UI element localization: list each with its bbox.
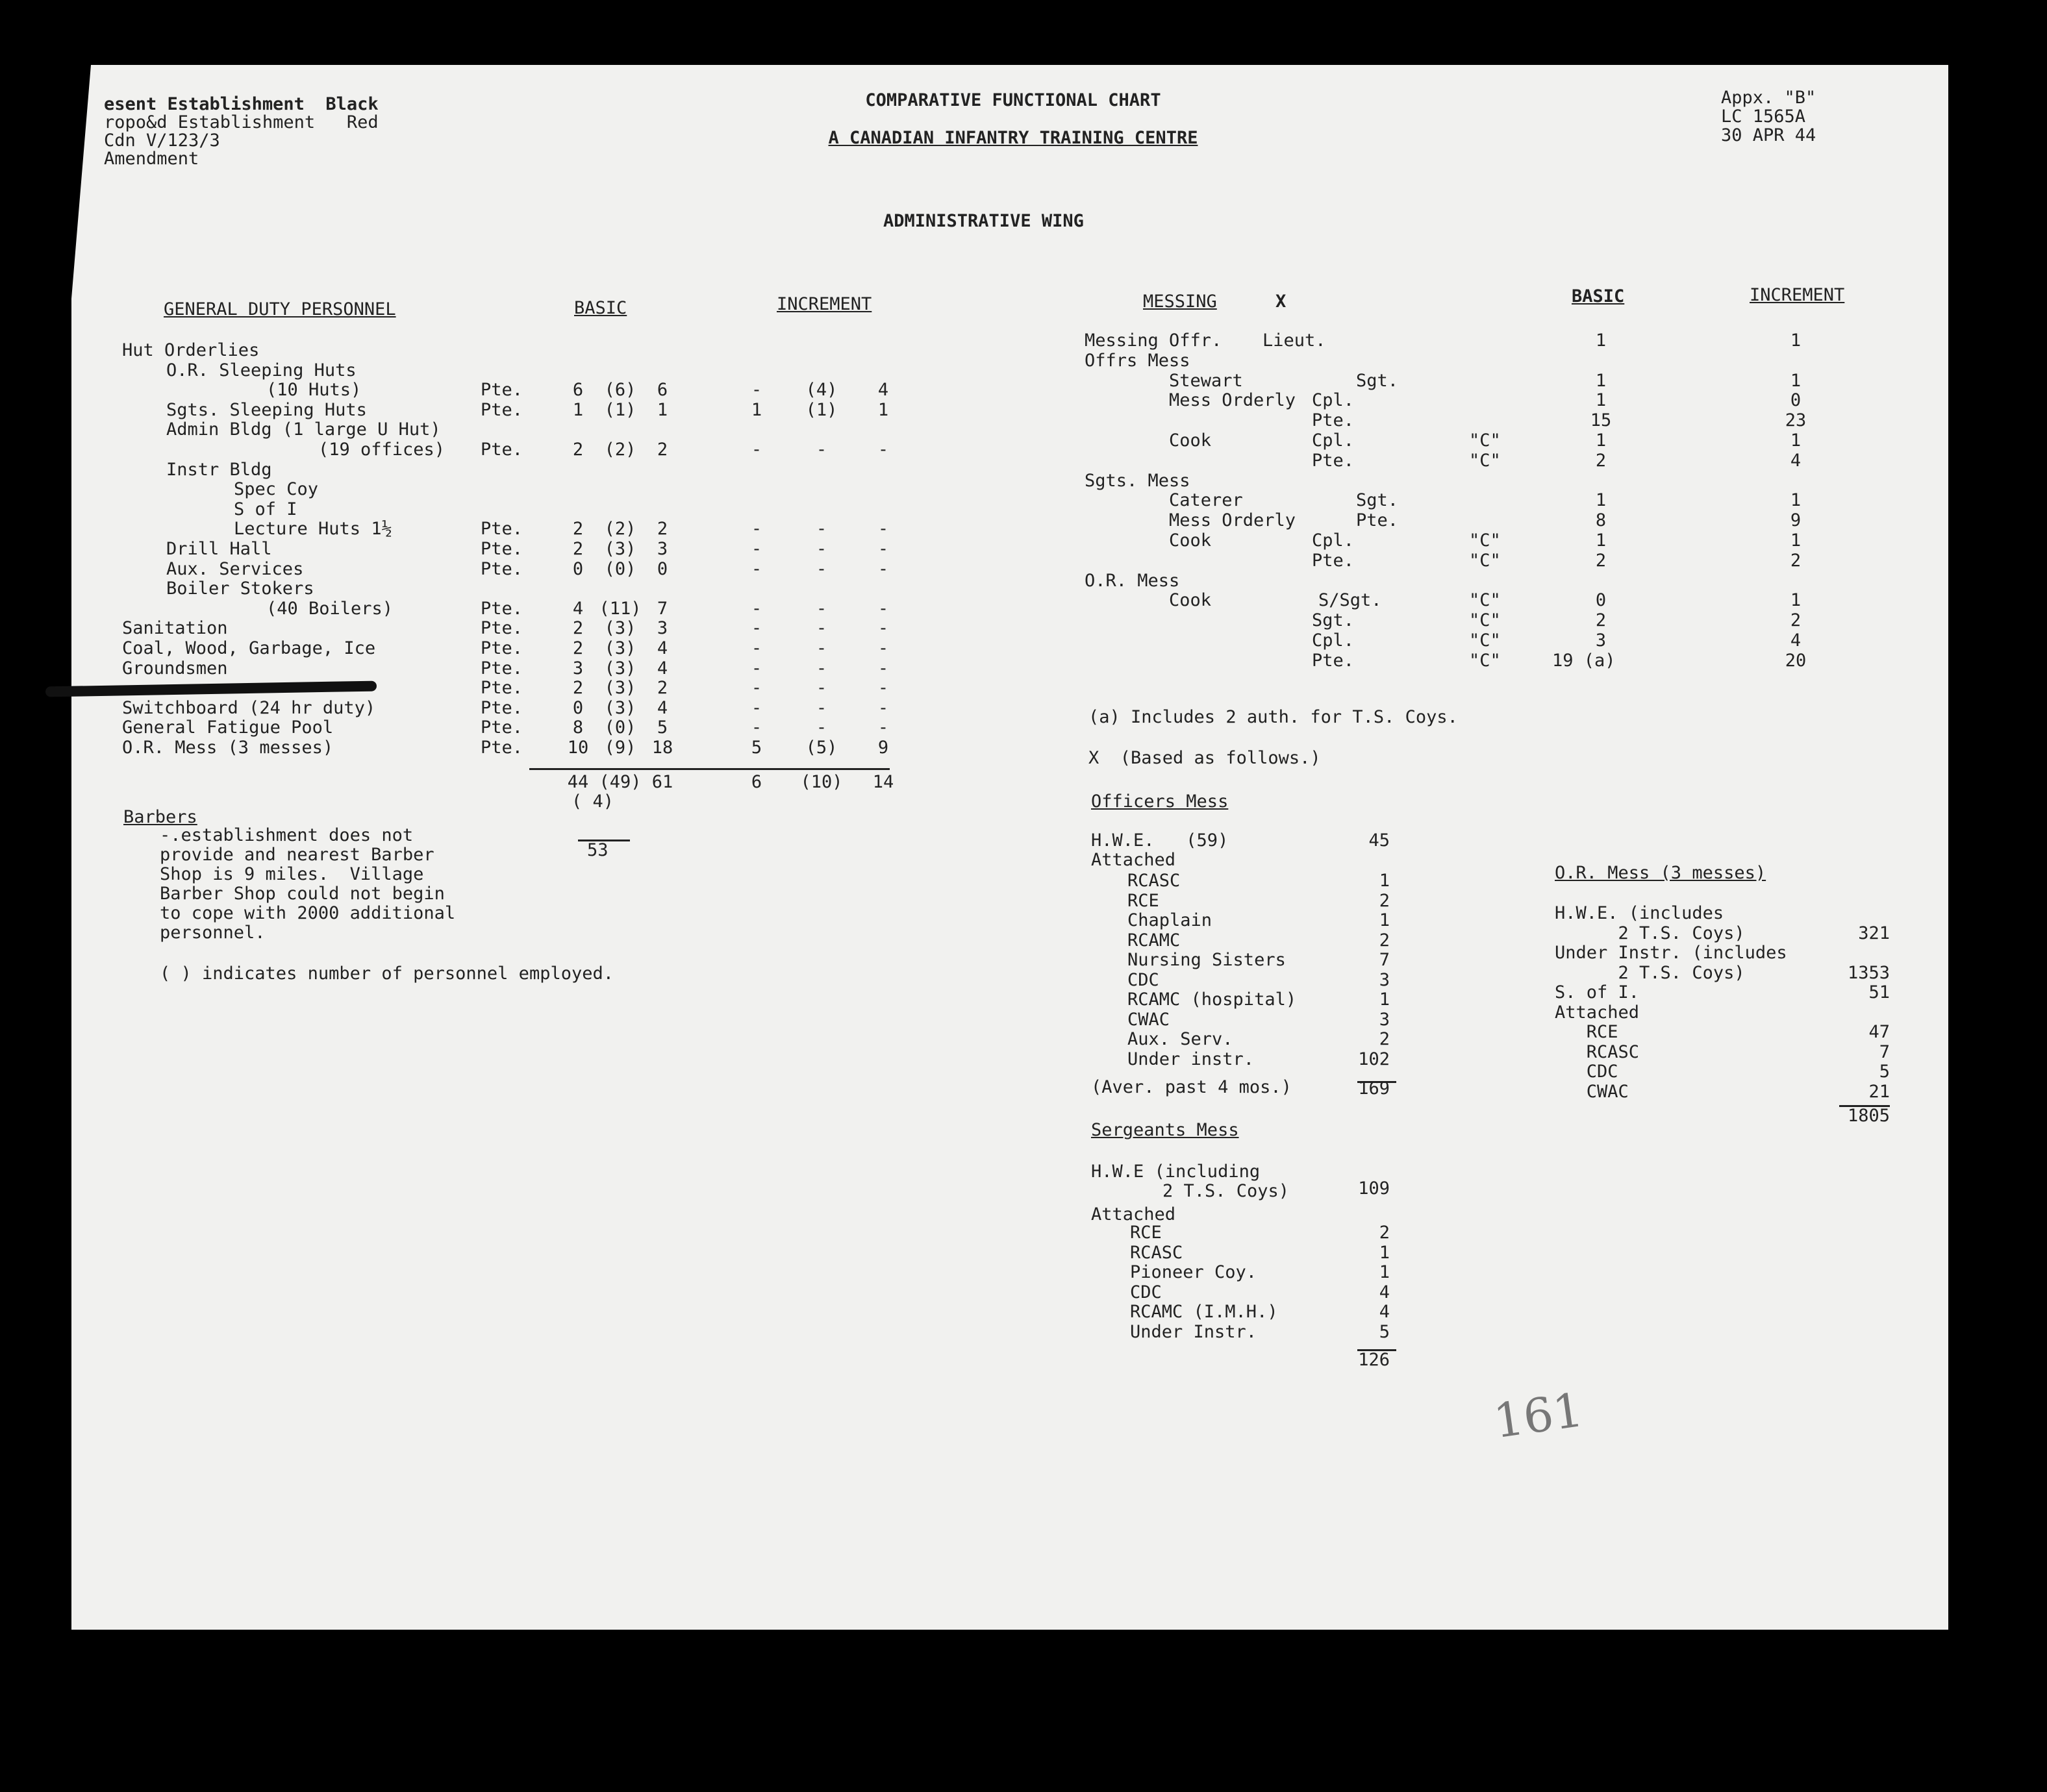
messing-basic-value: 0 [1595, 590, 1607, 610]
gdp-value-i1: 5 [751, 738, 762, 758]
gdp-value-i3: - [877, 698, 889, 718]
gdp-value-i2: - [816, 698, 827, 718]
messing-basic-value: 2 [1595, 610, 1607, 630]
gdp-subtotal-extra: ( 4) [571, 791, 614, 812]
gdp-value-b3: 2 [657, 519, 668, 539]
or-mess-row-label: Attached [1555, 1002, 1640, 1023]
messing-row-label: O.R. Mess [1085, 571, 1180, 591]
sergeants-mess-total: 126 [1358, 1350, 1390, 1370]
gdp-value-b2: (9) [604, 738, 636, 758]
gdp-row-label: Instr Bldg [166, 460, 272, 480]
gdp-row-label: Coal, Wood, Garbage, Ice [122, 638, 376, 658]
gdp-value-b2: (6) [604, 380, 636, 400]
gdp-value-i1: - [751, 380, 762, 400]
messing-basic-value: 2 [1595, 551, 1607, 571]
appendix-ref-line: LC 1565A [1721, 106, 1806, 127]
officers-mess-item-label: RCAMC (hospital) [1127, 989, 1297, 1010]
page-corner-shadow [71, 65, 91, 299]
gdp-value-i1: - [751, 599, 762, 619]
or-mess-row-label: RCASC [1555, 1041, 1640, 1062]
barbers-note-line: personnel. [160, 923, 266, 943]
officers-mess-item-value: 2 [1379, 890, 1390, 911]
gdp-value-b3: 4 [657, 638, 668, 658]
gdp-row-label: (10 Huts) [266, 380, 362, 400]
messing-row-rank: Cpl. [1312, 430, 1355, 451]
gdp-rank: Pte. [481, 618, 523, 638]
messing-increment-value: 9 [1790, 510, 1802, 530]
or-mess-row-label: 2 T.S. Coys) [1555, 923, 1745, 943]
or-mess-row-value: 5 [1879, 1062, 1890, 1082]
barbers-title: Barbers [123, 807, 197, 827]
chart-subtitle: A CANADIAN INFANTRY TRAINING CENTRE [828, 128, 1198, 148]
officers-mess-total: 169 [1358, 1078, 1390, 1099]
gdp-value-i3: - [877, 559, 889, 579]
gdp-value-i1: - [751, 618, 762, 638]
gdp-value-i1: - [751, 717, 762, 738]
gdp-rank: Pte. [481, 519, 523, 539]
officers-mess-item-value: 2 [1379, 1029, 1390, 1049]
gdp-row-label: Drill Hall [166, 539, 272, 559]
gdp-rank: Pte. [481, 440, 523, 460]
messing-row-label: Offrs Mess [1085, 351, 1190, 371]
or-mess-row-label: Under Instr. (includes [1555, 943, 1787, 963]
officers-mess-item-label: Under instr. [1127, 1049, 1255, 1069]
gdp-rank: Pte. [481, 638, 523, 658]
gdp-value-b3: 4 [657, 658, 668, 678]
or-mess-row-label: CDC [1555, 1062, 1618, 1082]
sergeants-mess-hwe-value: 109 [1358, 1178, 1390, 1199]
chart-title: COMPARATIVE FUNCTIONAL CHART [865, 90, 1161, 110]
sergeants-mess-item-label: RCAMC (I.M.H.) [1130, 1302, 1278, 1322]
messing-increment-value: 2 [1790, 551, 1802, 571]
sergeants-mess-title: Sergeants Mess [1091, 1120, 1239, 1140]
gdp-value-b2: (3) [604, 638, 636, 658]
messing-increment-value: 4 [1790, 451, 1802, 471]
gdp-value-i1: - [751, 519, 762, 539]
gdp-value-b2: (3) [604, 539, 636, 559]
gdp-value-i1: - [751, 678, 762, 698]
gdp-value-i2: - [816, 519, 827, 539]
gdp-row-label: Lecture Huts 1½ [234, 519, 392, 539]
gdp-row-label: Sgts. Sleeping Huts [166, 400, 367, 420]
barbers-note-line: provide and nearest Barber [160, 845, 434, 865]
officers-mess-item-label: CDC [1127, 969, 1159, 990]
or-mess-total: 1805 [1847, 1106, 1890, 1126]
officers-mess-title: Officers Mess [1091, 791, 1229, 812]
gdp-value-b1: 2 [572, 440, 584, 460]
sergeants-mess-item-label: RCASC [1130, 1242, 1183, 1263]
messing-row-rank: S/Sgt. [1318, 590, 1382, 610]
gdp-value-i2: (1) [805, 400, 838, 420]
officers-mess-item-value: 2 [1379, 930, 1390, 951]
gdp-value-i2: - [816, 599, 827, 619]
officers-mess-item-value: 102 [1358, 1049, 1390, 1069]
gdp-value-i2: - [816, 559, 827, 579]
gdp-value-b1: 8 [572, 717, 584, 738]
gdp-row-label: Switchboard (24 hr duty) [122, 698, 376, 718]
officers-mess-hwe: H.W.E. (59) [1091, 830, 1229, 851]
gdp-rank: Pte. [481, 559, 523, 579]
messing-basic-value: 19 (a) [1552, 651, 1616, 671]
header-left-line: ropo&d Establishment Red [104, 112, 379, 132]
gdp-value-b1: 6 [572, 380, 584, 400]
gdp-row-label: Boiler Stokers [166, 579, 314, 599]
gdp-rank: Pte. [481, 400, 523, 420]
gdp-value-i3: - [877, 638, 889, 658]
gdp-value-i3: - [877, 678, 889, 698]
messing-increment-value: 1 [1790, 430, 1802, 451]
messing-row-rank: Sgt. [1312, 610, 1355, 630]
gdp-rank: Pte. [481, 698, 523, 718]
messing-increment-heading: INCREMENT [1750, 285, 1845, 305]
gdp-value-i1: - [751, 638, 762, 658]
gdp-total-i1: 6 [751, 772, 762, 792]
messing-row-rank: Pte. [1312, 551, 1355, 571]
messing-row-role: Mess Orderly [1169, 510, 1296, 530]
gdp-value-b3: 5 [657, 717, 668, 738]
officers-mess-item-label: Aux. Serv. [1127, 1029, 1233, 1049]
messing-basic-value: 15 [1590, 410, 1612, 430]
gdp-value-b2: (3) [604, 658, 636, 678]
messing-row-rank: Cpl. [1312, 530, 1355, 551]
sergeants-mess-item-value: 4 [1379, 1302, 1390, 1322]
gdp-value-b2: (3) [604, 618, 636, 638]
gdp-value-b1: 3 [572, 658, 584, 678]
or-mess-title: O.R. Mess (3 messes) [1555, 863, 1766, 883]
messing-row-trade-group: "C" [1469, 530, 1501, 551]
gdp-value-i3: - [877, 440, 889, 460]
messing-basic-value: 1 [1595, 490, 1607, 510]
gdp-value-b1: 10 [567, 738, 589, 758]
gdp-rank: Pte. [481, 658, 523, 678]
gdp-value-b3: 2 [657, 440, 668, 460]
gdp-value-b3: 6 [657, 380, 668, 400]
header-left-line: Amendment [104, 149, 199, 169]
messing-increment-value: 0 [1790, 390, 1802, 410]
barbers-note-line: to cope with 2000 additional [160, 903, 456, 923]
gdp-value-i2: - [816, 717, 827, 738]
gdp-subtotal: 53 [587, 840, 609, 860]
sergeants-mess-hwe-line1: H.W.E (including [1091, 1162, 1261, 1182]
messing-increment-value: 1 [1790, 490, 1802, 510]
gdp-increment-heading: INCREMENT [777, 294, 872, 314]
sergeants-mess-item-value: 5 [1379, 1321, 1390, 1342]
gdp-value-b2: (0) [604, 717, 636, 738]
messing-row-trade-group: "C" [1469, 451, 1501, 471]
gdp-rank: Pte. [481, 380, 523, 400]
or-mess-row-label: CWAC [1555, 1081, 1629, 1102]
handwritten-page-number: 161 [1490, 1382, 1587, 1449]
gdp-row-label: O.R. Mess (3 messes) [122, 738, 334, 758]
messing-note-x: X (Based as follows.) [1088, 748, 1321, 768]
gdp-value-b3: 3 [657, 618, 668, 638]
gdp-value-b1: 2 [572, 519, 584, 539]
messing-row-trade-group: "C" [1469, 651, 1501, 671]
gdp-total-b3: 61 [651, 772, 673, 792]
messing-basic-value: 2 [1595, 451, 1607, 471]
gdp-value-b1: 2 [572, 618, 584, 638]
messing-basic-value: 8 [1595, 510, 1607, 530]
gdp-row-label: Aux. Services [166, 559, 304, 579]
messing-row-trade-group: "C" [1469, 551, 1501, 571]
gdp-basic-heading: BASIC [574, 298, 627, 318]
gdp-value-b3: 2 [657, 678, 668, 698]
gdp-value-b2: (2) [604, 440, 636, 460]
officers-mess-item-value: 1 [1379, 910, 1390, 930]
sergeants-mess-attached: Attached [1091, 1204, 1176, 1225]
or-mess-row-value: 21 [1868, 1081, 1890, 1102]
messing-row-role: Caterer [1169, 490, 1243, 510]
section-title: ADMINISTRATIVE WING [883, 211, 1084, 231]
gdp-value-i1: 1 [751, 400, 762, 420]
gdp-row-label: Hut Orderlies [122, 340, 260, 360]
messing-row-rank: Sgt. [1356, 490, 1399, 510]
gdp-row-label: O.R. Sleeping Huts [166, 360, 357, 380]
officers-mess-item-label: RCE [1127, 890, 1159, 911]
header-left-line: esent Establishment Black [104, 94, 379, 114]
messing-increment-value: 2 [1790, 610, 1802, 630]
gdp-value-i2: - [816, 678, 827, 698]
gdp-value-i1: - [751, 539, 762, 559]
messing-note-a: (a) Includes 2 auth. for T.S. Coys. [1088, 707, 1458, 727]
sergeants-mess-item-label: CDC [1130, 1282, 1162, 1302]
messing-basic-value: 3 [1595, 630, 1607, 651]
messing-row-rank: Pte. [1356, 510, 1399, 530]
officers-mess-hwe-value: 45 [1368, 830, 1390, 851]
messing-row-rank: Pte. [1312, 651, 1355, 671]
gdp-total-b2: (49) [599, 772, 642, 792]
gdp-value-b2: (0) [604, 559, 636, 579]
sergeants-mess-item-value: 1 [1379, 1262, 1390, 1282]
sergeants-mess-item-label: RCE [1130, 1223, 1162, 1243]
gdp-row-label: S of I [234, 499, 297, 519]
messing-row-label: Messing Offr. [1085, 330, 1222, 351]
gdp-value-i3: - [877, 519, 889, 539]
gdp-total-b1: 44 [567, 772, 589, 792]
or-mess-row-label: S. of I. [1555, 982, 1640, 1002]
or-mess-row-value: 321 [1858, 923, 1890, 943]
gdp-value-i3: - [877, 618, 889, 638]
barbers-note-line: -.establishment does not [160, 825, 414, 845]
gdp-value-i1: - [751, 698, 762, 718]
messing-row-role: Cook [1169, 590, 1212, 610]
messing-row-rank: Pte. [1312, 451, 1355, 471]
sergeants-mess-item-value: 4 [1379, 1282, 1390, 1302]
gdp-value-i3: 1 [877, 400, 889, 420]
officers-mess-item-label: CWAC [1127, 1009, 1170, 1030]
gdp-rank: Pte. [481, 678, 523, 698]
messing-basic-value: 1 [1595, 390, 1607, 410]
gdp-heading: GENERAL DUTY PERSONNEL [164, 299, 396, 319]
gdp-value-b1: 0 [572, 698, 584, 718]
messing-row-trade-group: "C" [1469, 430, 1501, 451]
messing-increment-value: 1 [1790, 330, 1802, 351]
gdp-row-label: Groundsmen [122, 658, 228, 678]
messing-row-rank: Cpl. [1312, 390, 1355, 410]
or-mess-row-label: RCE [1555, 1022, 1618, 1042]
messing-basic-value: 1 [1595, 430, 1607, 451]
messing-increment-value: 4 [1790, 630, 1802, 651]
officers-mess-item-label: Nursing Sisters [1127, 950, 1286, 970]
gdp-value-i2: - [816, 638, 827, 658]
gdp-rank: Pte. [481, 599, 523, 619]
gdp-rank: Pte. [481, 717, 523, 738]
messing-row-rank: Pte. [1312, 410, 1355, 430]
gdp-value-i1: - [751, 440, 762, 460]
sergeants-mess-item-value: 1 [1379, 1242, 1390, 1263]
gdp-value-i3: - [877, 658, 889, 678]
messing-x-marker: X [1275, 292, 1287, 312]
or-mess-row-value: 7 [1879, 1041, 1890, 1062]
gdp-value-b1: 1 [572, 400, 584, 420]
messing-row-role: Cook [1169, 430, 1212, 451]
gdp-value-i3: 9 [877, 738, 889, 758]
or-mess-row-value: 1353 [1847, 962, 1890, 983]
gdp-value-b2: (11) [599, 599, 642, 619]
gdp-value-b1: 2 [572, 638, 584, 658]
officers-mess-item-value: 1 [1379, 989, 1390, 1010]
gdp-value-b2: (3) [604, 678, 636, 698]
officers-mess-item-value: 3 [1379, 1009, 1390, 1030]
gdp-value-b3: 3 [657, 539, 668, 559]
gdp-value-i2: - [816, 539, 827, 559]
gdp-value-b1: 2 [572, 678, 584, 698]
gdp-value-i2: (5) [805, 738, 838, 758]
gdp-value-b2: (1) [604, 400, 636, 420]
messing-row-role: Mess Orderly [1169, 390, 1296, 410]
messing-increment-value: 1 [1790, 530, 1802, 551]
gdp-value-i3: - [877, 539, 889, 559]
messing-row-role: Lieut. [1262, 330, 1326, 351]
legend-note: ( ) indicates number of personnel employed. [160, 964, 614, 984]
gdp-value-i1: - [751, 559, 762, 579]
gdp-value-b1: 0 [572, 559, 584, 579]
gdp-value-b2: (3) [604, 698, 636, 718]
officers-mess-item-value: 3 [1379, 969, 1390, 990]
messing-basic-value: 1 [1595, 330, 1607, 351]
or-mess-row-value: 51 [1868, 982, 1890, 1002]
messing-row-role: Cook [1169, 530, 1212, 551]
gdp-value-i1: - [751, 658, 762, 678]
gdp-rank: Pte. [481, 539, 523, 559]
gdp-row-label: Admin Bldg (1 large U Hut) [166, 419, 441, 440]
messing-basic-value: 1 [1595, 530, 1607, 551]
messing-basic-heading: BASIC [1572, 286, 1625, 306]
gdp-value-b3: 1 [657, 400, 668, 420]
gdp-total-i3: 14 [872, 772, 894, 792]
messing-heading: MESSING [1143, 292, 1217, 312]
gdp-row-label: (40 Boilers) [266, 599, 394, 619]
appendix-ref-line: Appx. "B" [1721, 88, 1816, 108]
gdp-row-label: Sanitation [122, 618, 228, 638]
gdp-total-i2: (10) [800, 772, 843, 792]
officers-mess-attached: Attached [1091, 850, 1176, 870]
officers-mess-item-label: Chaplain [1127, 910, 1212, 930]
gdp-value-i3: - [877, 717, 889, 738]
barbers-note-line: Shop is 9 miles. Village [160, 864, 424, 884]
messing-increment-value: 1 [1790, 590, 1802, 610]
officers-mess-item-label: RCASC [1127, 871, 1181, 891]
messing-increment-value: 23 [1785, 410, 1807, 430]
messing-row-label: Sgts. Mess [1085, 471, 1190, 491]
messing-increment-value: 20 [1785, 651, 1807, 671]
gdp-value-i2: - [816, 440, 827, 460]
gdp-row-label: General Fatigue Pool [122, 717, 334, 738]
messing-increment-value: 1 [1790, 371, 1802, 391]
gdp-value-b3: 7 [657, 599, 668, 619]
appendix-ref-line: 30 APR 44 [1721, 125, 1816, 145]
messing-row-rank: Cpl. [1312, 630, 1355, 651]
header-left-line: Cdn V/123/3 [104, 131, 220, 151]
gdp-value-i2: - [816, 618, 827, 638]
or-mess-row-label: H.W.E. (includes [1555, 903, 1724, 923]
gdp-row-label: Spec Coy [234, 479, 319, 499]
gdp-total-rule [529, 768, 890, 770]
sergeants-mess-hwe-line2: 2 T.S. Coys) [1162, 1181, 1290, 1201]
gdp-value-b3: 18 [651, 738, 673, 758]
sergeants-mess-item-label: Under Instr. [1130, 1321, 1257, 1342]
officers-mess-item-label: RCAMC [1127, 930, 1181, 951]
gdp-value-i2: (4) [805, 380, 838, 400]
gdp-value-b3: 4 [657, 698, 668, 718]
officers-mess-average-label: (Aver. past 4 mos.) [1091, 1077, 1292, 1097]
gdp-value-i3: - [877, 599, 889, 619]
messing-basic-value: 1 [1595, 371, 1607, 391]
gdp-value-i3: 4 [877, 380, 889, 400]
officers-mess-item-value: 7 [1379, 950, 1390, 970]
messing-row-role: Stewart [1169, 371, 1243, 391]
or-mess-row-label: 2 T.S. Coys) [1555, 962, 1745, 983]
gdp-value-b3: 0 [657, 559, 668, 579]
gdp-value-b2: (2) [604, 519, 636, 539]
messing-row-trade-group: "C" [1469, 630, 1501, 651]
messing-row-trade-group: "C" [1469, 590, 1501, 610]
messing-row-rank: Sgt. [1356, 371, 1399, 391]
gdp-value-i2: - [816, 658, 827, 678]
messing-row-trade-group: "C" [1469, 610, 1501, 630]
officers-mess-item-value: 1 [1379, 871, 1390, 891]
sergeants-mess-item-label: Pioneer Coy. [1130, 1262, 1257, 1282]
barbers-note-line: Barber Shop could not begin [160, 884, 445, 904]
gdp-value-b1: 2 [572, 539, 584, 559]
gdp-value-b1: 4 [572, 599, 584, 619]
gdp-rank: Pte. [481, 738, 523, 758]
sergeants-mess-item-value: 2 [1379, 1223, 1390, 1243]
gdp-row-label: (19 offices) [318, 440, 446, 460]
or-mess-row-value: 47 [1868, 1022, 1890, 1042]
